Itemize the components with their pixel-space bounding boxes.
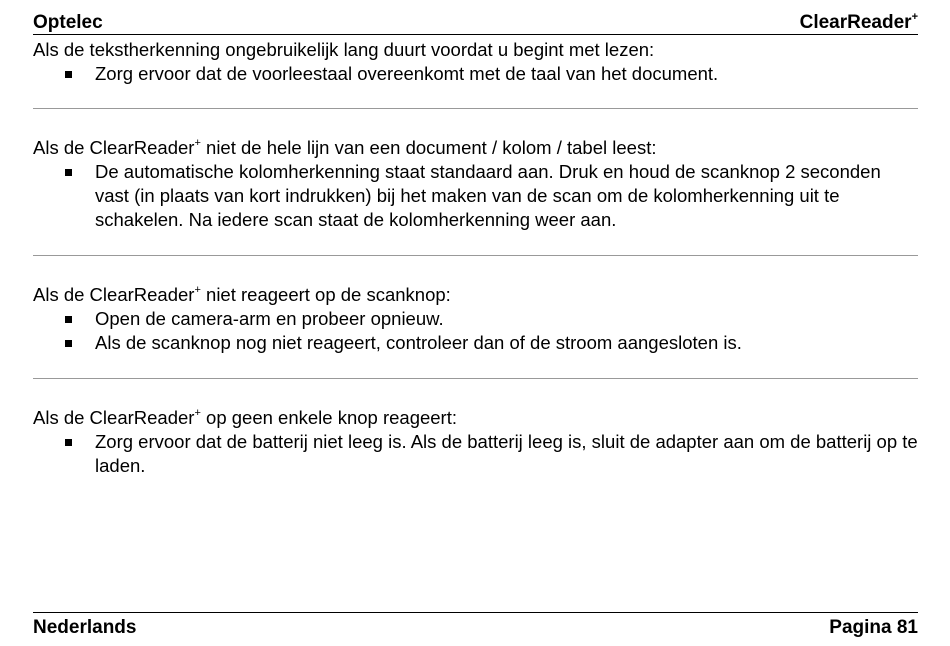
- intro-text-rest: niet de hele lijn van een document / kolom / tabel leest:: [200, 137, 657, 158]
- footer-language: Nederlands: [33, 617, 137, 638]
- square-bullet-icon: [65, 340, 72, 347]
- header-product-sup: +: [911, 10, 918, 23]
- page-footer: [33, 612, 918, 641]
- square-bullet-icon: [65, 71, 72, 78]
- square-bullet-icon: [65, 316, 72, 323]
- header-product: [800, 12, 918, 34]
- list-item: [33, 331, 918, 355]
- list-item-text: Zorg ervoor dat de voorleestaal overeenkomt met de taal van het document.: [95, 63, 719, 84]
- section-divider: [33, 108, 918, 109]
- intro-sup: +: [194, 283, 201, 296]
- list-item-text: Als de scanknop nog niet reageert, controleer dan of de stroom aangesloten is.: [95, 332, 742, 353]
- intro-text-rest: op geen enkele knop reageert:: [200, 407, 457, 428]
- section-list: [33, 430, 918, 478]
- square-bullet-icon: [65, 439, 72, 446]
- intro-sup: +: [194, 406, 201, 419]
- section-list: [33, 160, 918, 232]
- intro-text: Als de ClearReader: [33, 407, 195, 428]
- list-item: [33, 62, 918, 86]
- header-brand: Optelec: [33, 12, 103, 33]
- troubleshoot-section-no-button: [33, 406, 918, 478]
- header-product-name: ClearReader: [799, 12, 912, 33]
- section-divider: [33, 255, 918, 256]
- troubleshoot-section-recognition: [33, 38, 918, 86]
- list-item-text: Open de camera-arm en probeer opnieuw.: [95, 308, 444, 329]
- section-intro: [33, 406, 918, 430]
- section-intro: [33, 136, 918, 160]
- list-item-text: De automatische kolomherkenning staat standaard aan. Druk en houd de scanknop 2 seconden vast (in plaats van kort indrukken) bij het maken van de scan om de kolomherkenning uit te schakelen. Na iedere scan staat de kolomherkenning weer aan.: [95, 161, 881, 230]
- square-bullet-icon: [65, 169, 72, 176]
- troubleshoot-section-scan-button: [33, 283, 918, 355]
- section-list: [33, 307, 918, 355]
- footer-page-number: Pagina 81: [829, 617, 918, 638]
- section-intro: [33, 283, 918, 307]
- section-divider: [33, 378, 918, 379]
- list-item: [33, 430, 918, 478]
- intro-sup: +: [194, 136, 201, 149]
- intro-text-rest: niet reageert op de scanknop:: [200, 284, 451, 305]
- list-item: [33, 160, 918, 232]
- section-intro: Als de tekstherkenning ongebruikelijk lang duurt voordat u begint met lezen:: [33, 39, 655, 60]
- section-list: [33, 62, 918, 86]
- intro-text: Als de ClearReader: [33, 137, 195, 158]
- page-header: [33, 10, 918, 35]
- intro-text: Als de ClearReader: [33, 284, 195, 305]
- troubleshoot-section-columns: [33, 136, 918, 232]
- list-item-text: Zorg ervoor dat de batterij niet leeg is. Als de batterij leeg is, sluit de adapter aan om de batterij op te laden.: [95, 431, 918, 476]
- list-item: [33, 307, 918, 331]
